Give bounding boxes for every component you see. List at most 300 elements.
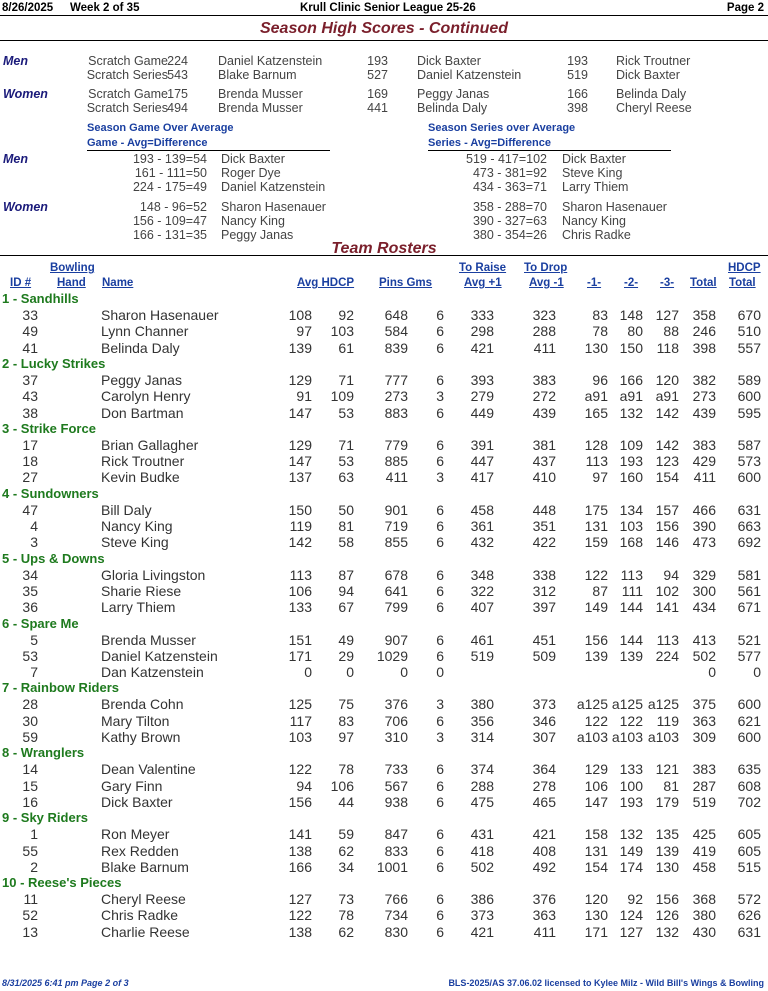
player-gms: 6 [436,761,444,778]
player-total: 419 [692,842,716,859]
high-score-name: Daniel Katzenstein [417,68,522,82]
player-pins: 799 [384,599,408,616]
player-avg: 147 [288,404,312,421]
col-to-drop: To Drop [524,262,568,274]
player-raise: 391 [470,436,494,453]
player-name: Dean Valentine [101,761,196,778]
player-name: Dan Katzenstein [101,664,204,681]
player-avg: 127 [288,891,312,908]
player-total: 430 [692,923,716,940]
player-name: Brian Gallagher [101,436,199,453]
player-g2: 111 [621,582,643,599]
player-gms: 0 [436,664,444,681]
player-g3: 121 [655,761,679,778]
player-g3: 135 [655,826,679,843]
team-name: 5 - Ups & Downs [2,550,105,566]
player-avg: 151 [288,631,312,648]
player-name: Nancy King [101,518,173,534]
player-hdcp: 81 [338,518,354,534]
player-hdcp-total: 663 [737,518,761,534]
over-average-calc: 148 - 96=52 [139,200,207,214]
player-raise: 374 [470,761,494,778]
week-indicator: Week 2 of 35 [70,2,140,14]
player-gms: 6 [436,842,444,859]
player-gms: 6 [436,712,444,729]
player-name: Brenda Musser [101,631,196,648]
player-hdcp: 71 [338,436,354,453]
player-drop: 465 [532,793,556,810]
player-g2: 103 [619,518,643,534]
player-g1: 130 [584,339,608,356]
player-id: 14 [22,761,38,778]
group-label: Men [3,152,28,166]
player-g3: 224 [655,647,679,664]
col-hand: Hand [57,277,86,289]
player-drop: 448 [532,501,556,518]
player-total: 458 [692,858,716,875]
team-name: 1 - Sandhills [2,291,79,306]
over-average-name: Daniel Katzenstein [221,180,326,194]
player-id: 16 [22,793,38,810]
player-avg: 150 [288,501,312,518]
player-hdcp: 62 [338,842,354,859]
high-score-value: 543 [167,68,188,82]
player-gms: 6 [436,404,444,421]
player-total: 287 [692,777,716,794]
player-pins: 0 [400,664,408,681]
player-hdcp: 44 [338,793,354,810]
player-pins: 273 [384,388,408,405]
player-g2: 166 [619,371,643,388]
col-avg-plus: Avg +1 [464,277,502,289]
player-name: Don Bartman [101,404,184,421]
footer-license: BLS-2025/AS 37.06.02 licensed to Kylee Milz - Wild Bill's Wings & Bowling [448,978,764,988]
player-gms: 6 [436,566,444,583]
player-pins: 584 [384,323,408,340]
over-average-name: Dick Baxter [221,152,285,166]
player-g1: 122 [584,566,608,583]
player-hdcp-total: 626 [737,907,761,924]
player-gms: 6 [436,907,444,924]
high-score-value: 441 [367,101,388,115]
player-pins: 1001 [376,858,408,875]
player-total: 473 [692,534,716,551]
player-hdcp: 58 [338,534,354,551]
score-type: Scratch Series [86,101,168,115]
player-g1: 96 [592,371,608,388]
player-name: Carolyn Henry [101,388,191,405]
player-hdcp: 78 [338,761,354,778]
player-g3: 120 [655,371,679,388]
group-label: Men [3,54,28,68]
player-avg: 138 [288,842,312,859]
high-score-value: 175 [167,87,188,101]
team-name: 6 - Spare Me [2,615,79,631]
over-average-name: Nancy King [562,214,626,228]
high-score-name: Blake Barnum [218,68,297,82]
player-total: 300 [692,582,716,599]
player-pins: 678 [384,566,408,583]
player-g1: 83 [592,307,608,323]
player-id: 49 [22,323,38,340]
player-hdcp-total: 631 [737,501,761,518]
player-g2: 144 [619,599,643,616]
player-g1: 154 [584,858,608,875]
player-gms: 3 [436,469,444,486]
over-average-name: Dick Baxter [562,152,626,166]
col-name: Name [102,277,134,289]
player-g3: 146 [655,534,679,551]
high-score-value: 398 [567,101,588,115]
over-average-name: Chris Radke [562,228,631,242]
team-name: 3 - Strike Force [2,420,96,436]
player-id: 52 [22,907,38,924]
player-total: 383 [692,436,716,453]
player-id: 11 [23,891,38,908]
over-average-calc: 224 - 175=49 [132,180,207,194]
player-drop: 451 [532,631,556,648]
player-avg: 142 [288,534,312,551]
player-drop: 397 [532,599,556,616]
player-drop: 338 [532,566,556,583]
player-g1: a91 [584,388,608,405]
player-drop: 346 [532,712,556,729]
player-drop: 383 [532,371,556,388]
player-drop: 509 [532,647,556,664]
player-gms: 6 [436,307,444,323]
player-hdcp-total: 521 [737,631,761,648]
player-avg: 117 [289,712,312,729]
player-g2: 92 [627,891,643,908]
player-g3: 123 [655,453,679,470]
high-score-value: 519 [567,68,588,82]
player-avg: 166 [288,858,312,875]
col-hdcp: HDCP [728,262,761,274]
player-gms: 6 [436,518,444,534]
player-gms: 6 [436,501,444,518]
col-avg-hdcp: Avg HDCP [297,277,355,289]
player-g3: a125 [647,696,679,713]
player-drop: 376 [532,891,556,908]
player-hdcp: 103 [330,323,354,340]
player-total: 368 [692,891,716,908]
player-total: 363 [692,712,716,729]
player-name: Larry Thiem [101,599,176,616]
player-total: 413 [692,631,716,648]
player-drop: 363 [532,907,556,924]
page-number: Page 2 [726,2,764,14]
player-gms: 6 [436,339,444,356]
player-g2: 144 [619,631,643,648]
player-drop: 373 [532,696,556,713]
player-name: Peggy Janas [101,371,182,388]
player-drop: 408 [532,842,556,859]
player-name: Steve King [101,534,169,551]
player-hdcp: 49 [338,631,354,648]
team-name: 10 - Reese's Pieces [2,875,122,891]
player-hdcp: 109 [330,388,354,405]
player-g1: 131 [584,842,608,859]
player-pins: 648 [384,307,408,323]
high-score-value: 224 [167,54,188,68]
player-name: Mary Tilton [101,712,170,729]
player-raise: 421 [470,339,494,356]
player-id: 53 [22,647,38,664]
player-g1: 171 [584,923,608,940]
player-pins: 376 [384,696,408,713]
player-hdcp: 62 [338,923,354,940]
over-average-name: Roger Dye [221,166,281,180]
player-hdcp-total: 608 [737,777,761,794]
player-hdcp: 61 [338,339,354,356]
player-g3: 154 [655,469,679,486]
player-g3: 141 [655,599,679,616]
player-g2: 149 [619,842,643,859]
score-type: Scratch Series [86,68,168,82]
player-gms: 6 [436,858,444,875]
col-total: Total [690,277,717,289]
player-total: 309 [692,729,716,745]
player-drop: 272 [532,388,556,405]
player-avg: 91 [296,388,312,405]
player-raise: 314 [470,729,494,745]
subtitle-rule [428,150,671,151]
subtitle-rule [87,150,330,151]
player-total: 390 [692,518,716,534]
over-average-calc: 519 - 417=102 [466,152,547,166]
player-raise: 279 [470,388,494,405]
player-drop: 422 [532,534,556,551]
player-drop: 439 [532,404,556,421]
player-raise: 380 [470,696,494,713]
player-hdcp-total: 702 [737,793,761,810]
player-g3: 130 [655,858,679,875]
player-hdcp-total: 561 [737,582,761,599]
player-drop: 492 [532,858,556,875]
high-score-name: Daniel Katzenstein [218,54,323,68]
player-avg: 103 [288,729,312,745]
player-g3: 119 [656,712,679,729]
player-raise: 461 [470,631,494,648]
player-hdcp: 63 [338,469,354,486]
player-name: Lynn Channer [101,323,189,340]
player-pins: 734 [384,907,408,924]
player-g2: 160 [619,469,643,486]
high-score-name: Cheryl Reese [616,101,692,115]
player-hdcp-total: 595 [737,404,761,421]
player-raise: 407 [470,599,494,616]
player-pins: 847 [384,826,408,843]
player-g1: 106 [584,777,608,794]
player-name: Sharon Hasenauer [101,307,219,323]
player-hdcp-total: 600 [737,696,761,713]
player-g3: 179 [655,793,679,810]
player-hdcp-total: 600 [737,388,761,405]
player-total: 519 [692,793,716,810]
player-name: Ron Meyer [101,826,170,843]
player-id: 37 [22,371,38,388]
player-g3: a91 [655,388,679,405]
player-hdcp: 73 [338,891,354,908]
player-g1: 78 [592,323,608,340]
high-score-value: 494 [167,101,188,115]
player-raise: 449 [470,404,494,421]
player-gms: 3 [436,729,444,745]
player-raise: 333 [470,307,494,323]
player-gms: 6 [436,923,444,940]
player-avg: 156 [288,793,312,810]
player-avg: 106 [288,582,312,599]
player-g3: 102 [655,582,679,599]
player-g2: 132 [619,826,643,843]
player-raise: 348 [470,566,494,583]
player-hdcp-total: 600 [737,729,761,745]
high-score-name: Dick Baxter [616,68,680,82]
player-name: Cheryl Reese [101,891,186,908]
over-average-name: Steve King [562,166,623,180]
player-id: 55 [22,842,38,859]
player-hdcp: 71 [338,371,354,388]
player-name: Kevin Budke [101,469,180,486]
player-name: Daniel Katzenstein [101,647,218,664]
player-pins: 839 [384,339,408,356]
player-g3: 132 [655,923,679,940]
player-g1: 139 [584,647,608,664]
high-score-value: 527 [367,68,388,82]
player-g1: 147 [584,793,608,810]
team-name: 7 - Rainbow Riders [2,680,120,696]
player-avg: 133 [288,599,312,616]
player-g2: a103 [611,729,643,745]
team-name: 9 - Sky Riders [2,810,88,826]
player-g3: 126 [655,907,679,924]
player-g2: 133 [619,761,643,778]
player-hdcp: 53 [338,404,354,421]
player-drop: 410 [532,469,556,486]
player-g1: 159 [584,534,608,551]
player-gms: 6 [436,793,444,810]
player-pins: 719 [384,518,408,534]
player-drop: 323 [532,307,556,323]
group-label: Women [3,200,48,214]
high-score-name: Rick Troutner [616,54,691,68]
player-hdcp: 75 [338,696,354,713]
player-raise: 421 [470,923,494,940]
rosters-title: Team Rosters [331,240,437,257]
player-raise: 447 [470,453,494,470]
player-pins: 733 [384,761,408,778]
player-total: 502 [692,647,716,664]
player-drop: 411 [533,339,556,356]
over-average-calc: 193 - 139=54 [132,152,207,166]
player-g3: 88 [663,323,679,340]
player-g2: 113 [620,566,643,583]
player-pins: 411 [385,469,408,486]
player-hdcp: 0 [346,664,354,681]
player-id: 7 [30,664,38,681]
player-pins: 1029 [376,647,408,664]
player-g1: a103 [576,729,608,745]
player-g2: a125 [611,696,643,713]
player-raise: 386 [470,891,494,908]
game-over-average-subtitle: Game - Avg=Difference [87,137,208,149]
col-hdcp-total: Total [729,277,756,289]
over-average-name: Larry Thiem [562,180,629,194]
player-pins: 901 [384,501,408,518]
player-hdcp-total: 671 [737,599,761,616]
player-hdcp: 50 [338,501,354,518]
player-avg: 122 [288,907,312,924]
player-total: 439 [692,404,716,421]
player-raise: 432 [470,534,494,551]
player-name: Rex Redden [101,842,179,859]
player-total: 425 [692,826,716,843]
player-raise: 417 [470,469,494,486]
player-hdcp-total: 692 [737,534,761,551]
player-hdcp-total: 577 [737,647,761,664]
player-avg: 125 [288,696,312,713]
player-id: 27 [22,469,38,486]
player-gms: 6 [436,891,444,908]
player-hdcp: 67 [338,599,354,616]
over-average-name: Peggy Janas [221,228,294,242]
player-hdcp-total: 635 [737,761,761,778]
player-name: Brenda Cohn [101,696,184,713]
player-id: 3 [30,534,38,551]
player-avg: 141 [288,826,312,843]
player-gms: 6 [436,534,444,551]
player-hdcp-total: 573 [737,453,761,470]
player-id: 1 [30,826,38,843]
player-g2: 124 [619,907,643,924]
player-gms: 6 [436,323,444,340]
player-hdcp-total: 605 [737,826,761,843]
player-id: 35 [22,582,38,599]
player-total: 466 [692,501,716,518]
player-hdcp-total: 581 [737,566,761,583]
player-pins: 885 [384,453,408,470]
player-avg: 129 [288,371,312,388]
player-g2: 168 [619,534,643,551]
player-raise: 458 [470,501,494,518]
player-hdcp-total: 631 [737,923,761,940]
player-total: 398 [692,339,716,356]
player-g1: 165 [584,404,608,421]
over-average-calc: 166 - 131=35 [132,228,207,242]
player-avg: 97 [296,323,312,340]
title-rule [0,40,768,41]
player-drop: 351 [532,518,556,534]
player-g2: 109 [619,436,643,453]
player-id: 38 [22,404,38,421]
col-pins-gms: Pins Gms [379,277,433,289]
player-gms: 6 [436,599,444,616]
over-average-name: Nancy King [221,214,285,228]
player-raise: 502 [470,858,494,875]
player-raise: 322 [470,582,494,599]
player-hdcp: 92 [338,307,354,323]
high-score-value: 169 [367,87,388,101]
player-g1: 87 [592,582,608,599]
player-id: 4 [30,518,38,534]
player-g3: 81 [663,777,679,794]
player-g3: 113 [656,631,679,648]
player-gms: 3 [436,388,444,405]
player-avg: 122 [288,761,312,778]
player-avg: 137 [288,469,312,486]
player-total: 273 [692,388,716,405]
player-hdcp-total: 572 [737,891,761,908]
